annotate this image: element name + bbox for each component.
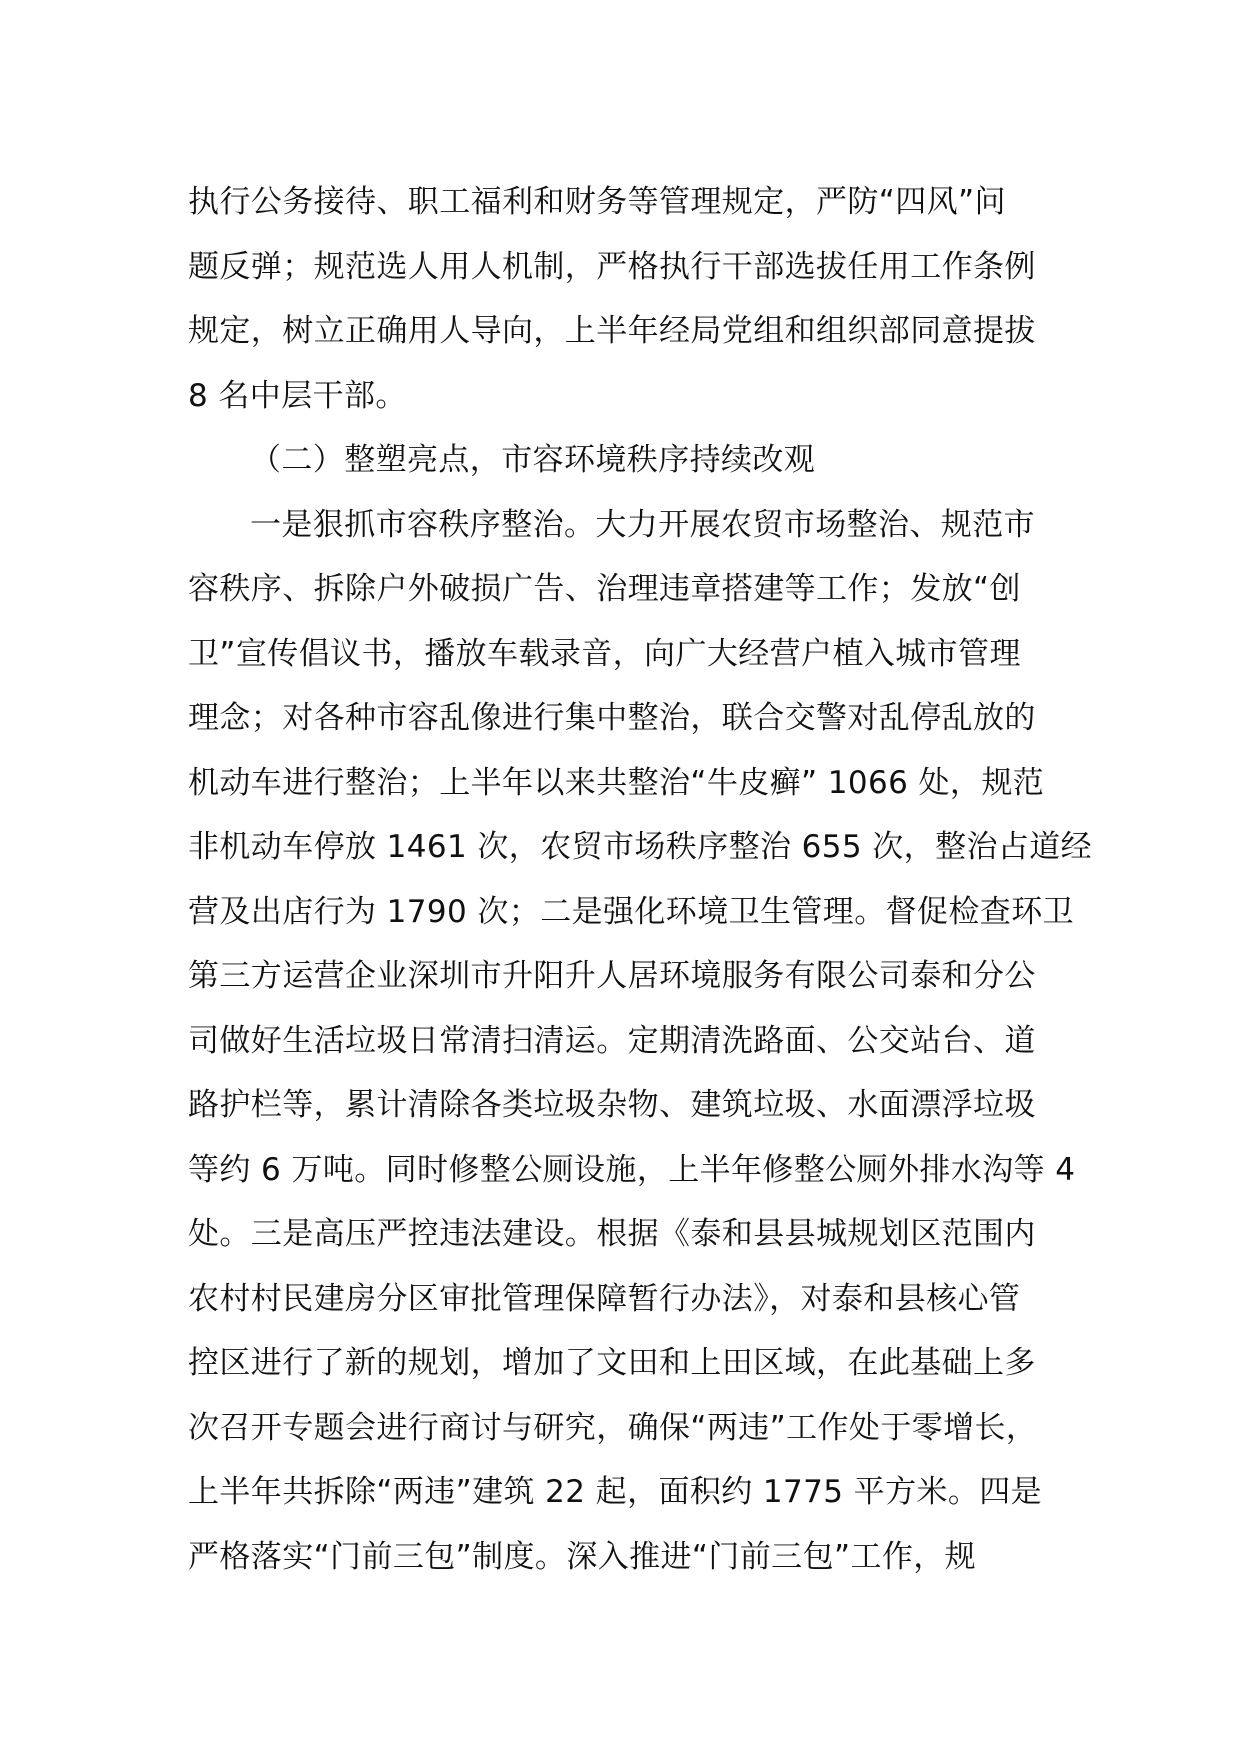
text-line: 次召开专题会进行商讨与研究，确保“两违”工作处于零增长， bbox=[188, 1409, 1038, 1446]
text-line: （二）整塑亮点，市容环境秩序持续改观 bbox=[250, 442, 816, 478]
text-line: 严格落实“门前三包”制度。深入推进“门前三包”工作，规 bbox=[188, 1538, 977, 1575]
text-line: 处。三是高压严控违法建设。根据《泰和县县城规划区范围内 bbox=[188, 1216, 1036, 1252]
text-line: 等约 6 万吨。同时修整公厕设施，上半年修整公厕外排水沟等 4 bbox=[188, 1151, 1076, 1188]
text-line: 农村村民建房分区审批管理保障暂行办法》，对泰和县核心管 bbox=[188, 1280, 1021, 1317]
text-line: 路护栏等，累计清除各类垃圾杂物、建筑垃圾、水面漂浮垃圾 bbox=[188, 1087, 1036, 1123]
text-line: 一是狠抓市容秩序整治。大力开展农贸市场整治、规范市 bbox=[250, 506, 1035, 543]
text-line: 理念；对各种市容乱像进行集中整治，联合交警对乱停乱放的 bbox=[188, 700, 1036, 736]
text-line: 控区进行了新的规划，增加了文田和上田区域，在此基础上多 bbox=[188, 1345, 1036, 1381]
text-line: 题反弹；规范选人用人机制，严格执行干部选拔任用工作条例 bbox=[188, 248, 1036, 285]
text-line: 卫”宣传倡议书，播放车载录音，向广大经营户植入城市管理 bbox=[188, 635, 1021, 672]
text-line: 营及出店行为 1790 次；二是强化环境卫生管理。督促检查环卫 bbox=[188, 893, 1074, 930]
text-line: 第三方运营企业深圳市升阳升人居环境服务有限公司泰和分公 bbox=[188, 958, 1036, 994]
text-line: 规定，树立正确用人导向，上半年经局党组和组织部同意提拔 bbox=[188, 313, 1036, 349]
text-line: 司做好生活垃圾日常清扫清运。定期清洗路面、公交站台、道 bbox=[188, 1022, 1036, 1059]
text-line: 容秩序、拆除户外破损广告、治理违章搭建等工作；发放“创 bbox=[188, 571, 1021, 607]
text-line: 8 名中层干部。 bbox=[188, 377, 407, 414]
document-body bbox=[188, 170, 1093, 1589]
text-line: 机动车进行整治；上半年以来共整治“牛皮癣” 1066 处，规范 bbox=[188, 764, 1045, 801]
text-line: 执行公务接待、职工福利和财务等管理规定，严防“四风”问 bbox=[188, 184, 1006, 220]
text-line: 非机动车停放 1461 次，农贸市场秩序整治 655 次，整治占道经 bbox=[188, 829, 1093, 865]
text-line: 上半年共拆除“两违”建筑 22 起，面积约 1775 平方米。四是 bbox=[188, 1474, 1043, 1510]
